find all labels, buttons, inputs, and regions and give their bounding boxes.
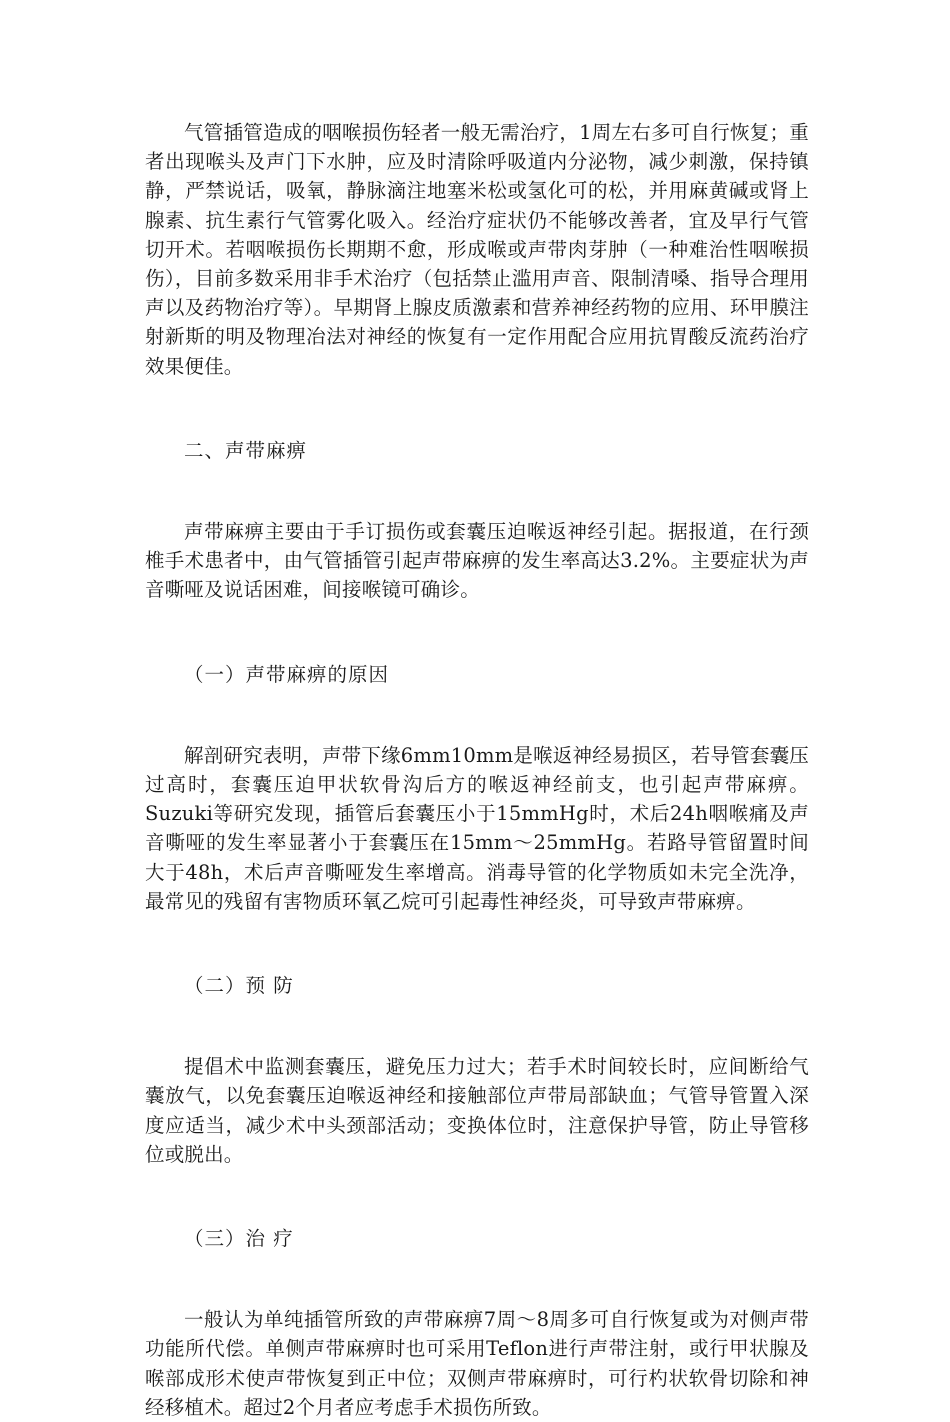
paragraph-causes: 解剖研究表明，声带下缘6mm10mm是喉返神经易损区，若导管套囊压过高时，套囊压迫甲状软骨沟后方的喉返神经前支，也引起声带麻痹。Suzuki等研究发现，插管后套囊压小于15mmHg时，术后24h咽喉痛及声音嘶哑的发生率显著小于套囊压在15mm～25mmHg。若路导管留置时间大于48h，术后声音嘶哑发生率增高。消毒导管的化学物质如未完全洗净，最常见的残留有害物质环氧乙烷可引起毒性神经炎，可导致声带麻痹。	[145, 743, 809, 913]
paragraph-vocal-cord-paralysis-intro: 声带麻痹主要由于手订损伤或套囊压迫喉返神经引起。据报道，在行颈椎手术患者中，由气管插管引起声带麻痹的发生率高达3.2%。主要症状为声音嘶哑及说话困难，间接喉镜可确诊。	[145, 520, 809, 602]
spacer	[145, 465, 809, 517]
paragraph-laryngeal-injury-treatment: 气管插管造成的咽喉损伤轻者一般无需治疗，1周左右多可自行恢复；重者出现喉头及声门下水肿，应及时清除呼吸道内分泌物，减少刺激，保持镇静，严禁说话，吸氧，静脉滴注地塞米松或氢化可的松，并用麻黄碱或肾上腺素、抗生素行气管雾化吸入。经治疗症状仍不能够改善者，宜及早行气管切开术。若咽喉损伤长期期不愈，形成喉或声带肉芽肿（一种难治性咽喉损伤），目前多数采用非手术治疗（包括禁止滥用声音、限制清嗓、指导合理用声以及药物治疗等）。早期肾上腺皮质激素和营养神经药物的应用、环甲膜注射新斯的明及物理冶法对神经的恢复有一定作用配合应用抗胃酸反流药治疗效果便佳。	[145, 121, 809, 378]
subheading-causes: （一）声带麻痹的原因	[184, 662, 390, 686]
document-body	[145, 118, 809, 1422]
section-heading-vocal-cord-paralysis: 二、声带麻痹	[184, 438, 308, 462]
spacer	[145, 605, 809, 660]
spacer	[145, 1253, 809, 1305]
subheading-treatment: （三）治 疗	[184, 1227, 294, 1251]
spacer	[145, 1000, 809, 1052]
subheading-prevention: （二）预 防	[184, 974, 294, 998]
spacer	[145, 689, 809, 741]
paragraph-treatment: 一般认为单纯插管所致的声带麻痹7周～8周多可自行恢复或为对侧声带功能所代偿。单侧声带麻痹时也可采用Teflon进行声带注射，或行甲状腺及喉部成形术使声带恢复到正中位；双侧声带麻痹时，可行杓状软骨切除和神经移植术。超过2个月者应考虑手术损伤所致。	[145, 1308, 809, 1419]
paragraph-prevention: 提倡术中监测套囊压，避免压力过大；若手术时间较长时，应间断给气囊放气，以免套囊压迫喉返神经和接触部位声带局部缺血；气管导管置入深度应适当，减少术中头颈部活动；变换体位时，注意保护导管，防止导管移位或脱出。	[145, 1055, 809, 1166]
spacer	[145, 1169, 809, 1224]
spacer	[145, 381, 809, 436]
spacer	[145, 916, 809, 971]
